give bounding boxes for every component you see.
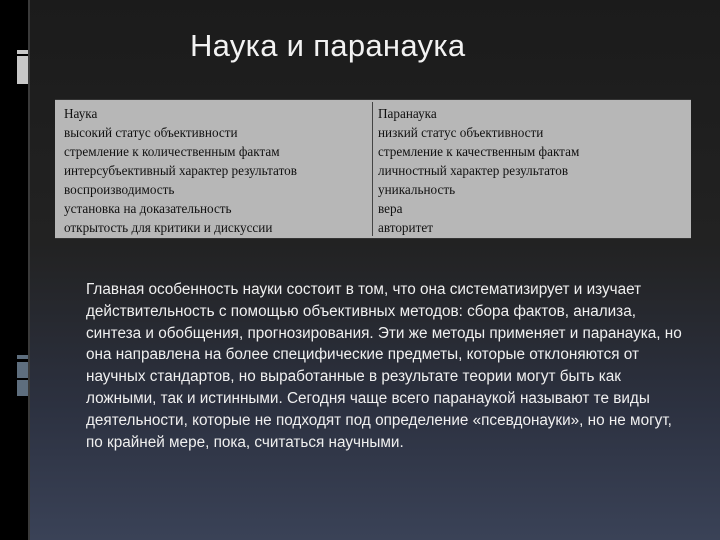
parascience-header: Паранаука — [378, 106, 437, 121]
science-row: открытость для критики и дискуссии — [64, 220, 273, 235]
science-column — [64, 104, 369, 237]
table-column-divider — [372, 102, 373, 236]
parascience-row: уникальность — [378, 182, 456, 197]
science-row: высокий статус объективности — [64, 125, 238, 140]
decor-block-top-large — [17, 56, 28, 84]
decor-block-top-small — [17, 50, 28, 54]
parascience-row: стремление к качественным фактам — [378, 144, 580, 159]
science-header: Наука — [64, 106, 98, 121]
decor-block-bottom-3 — [17, 380, 28, 396]
science-row: интерсубъективный характер результатов — [64, 163, 297, 178]
decor-block-bottom-1 — [17, 355, 28, 359]
parascience-row: личностный характер результатов — [378, 163, 569, 178]
decor-block-bottom-2 — [17, 362, 28, 378]
science-row: установка на доказательность — [64, 201, 232, 216]
slide-title: Наука и паранаука — [190, 28, 466, 63]
left-accent-line — [28, 0, 30, 540]
parascience-row: низкий статус объективности — [378, 125, 544, 140]
body-paragraph: Главная особенность науки состоит в том, что она систематизирует и изучает действительность с помощью объективных методов: сбора фактов, анализа, синтеза и обобщения, прогнозирования. Эти же методы применяет и паранаука, но она направлена на более специфические предметы, которые отклоняются от научных стандартов, но выработанные в результате теории могут быть как ложными, так и истинными. Сегодня чаще всего паранаукой называют те виды деятельности, которые не подходят под определение «псевдонауки», но не могут, по крайней мере, пока, считаться научными. — [86, 281, 682, 451]
parascience-row: вера — [378, 201, 403, 216]
parascience-column — [378, 104, 678, 237]
comparison-table — [55, 99, 691, 239]
parascience-row: авторитет — [378, 220, 433, 235]
science-row: стремление к количественным фактам — [64, 144, 280, 159]
science-row: воспроизводимость — [64, 182, 175, 197]
